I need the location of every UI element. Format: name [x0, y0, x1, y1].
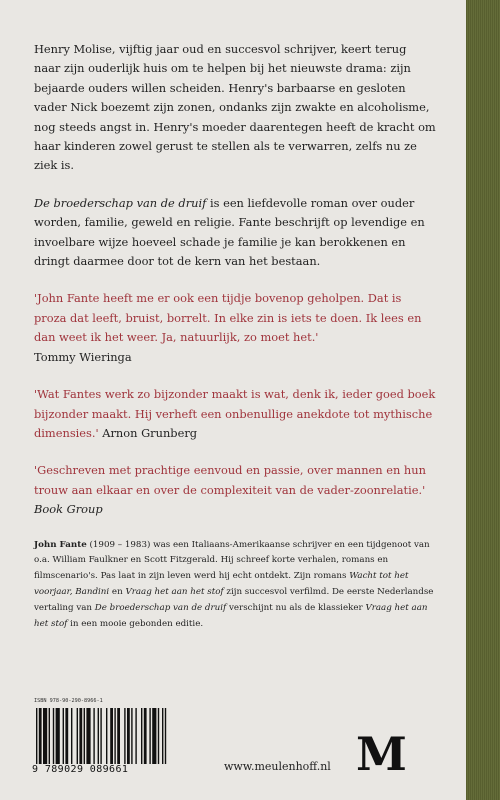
barcode-bar: [39, 708, 42, 764]
barcode-bar: [53, 708, 54, 764]
synopsis-paragraph: Henry Molise, vijftig jaar oud en succesvol schrijver, keert terug naar zijn ouderlijk huis om te helpen bij het nieuwste drama: zijn bejaarde ouders willen scheiden. Henry's barbaarse en gesloten vader Nick boezemt zijn zonen, ondanks zijn zwakte en alcoholisme, nog steeds angst in. Henry's moeder daarentegen heeft de kracht om haar kinderen zowel gerust te stellen als te verwarren, zelfs nu ze ziek is.: [34, 42, 436, 173]
barcode-bar: [158, 708, 159, 764]
barcode-bar: [144, 708, 147, 764]
barcode-bar: [152, 708, 156, 764]
barcode-bar: [71, 708, 72, 764]
review-quote-wieringa: 'John Fante heeft me er ook een tijdje bovenop geholpen. Dat is proza dat leeft, bruist, borrelt. In elke zin is iets te doen. Ik lees en dan weet ik het weer. Ja, natuurlijk, zo moet het.' Tommy Wieringa: [34, 291, 422, 364]
barcode-bar: [124, 708, 125, 764]
barcode-bar: [36, 708, 37, 764]
review-quote-grunberg: 'Wat Fantes werk zo bijzonder maakt is wat, denk ik, ieder goed boek bijzonder maakt. Hij verheft een onbenullige anekdote tot mythische dimensies.' Arnon Grunberg: [34, 387, 436, 440]
barcode-bar: [79, 708, 82, 764]
barcode-bar: [86, 708, 90, 764]
quote-source: Tommy Wieringa: [34, 349, 132, 364]
barcode-bar: [93, 708, 94, 764]
barcode-bar: [131, 708, 132, 764]
publisher-logo: M: [356, 727, 407, 781]
barcode-bar: [165, 708, 166, 764]
summary-paragraph: De broederschap van de druif is een liefdevolle roman over ouder worden, familie, geweld en religie. Fante beschrijft op levendige en invoelbare wijze hoeveel schade je familie je kan berokkenen en dringt daarmee door tot de kern van het bestaan.: [34, 195, 425, 269]
barcode-bar: [141, 708, 142, 764]
barcode: [34, 708, 218, 764]
barcode-digits: 9 789029 089661: [32, 764, 129, 775]
book-title-italic: De broederschap van de druif: [34, 195, 207, 210]
quote-source: Book Group: [34, 502, 103, 517]
barcode-bar: [114, 708, 115, 764]
barcode-bar: [149, 708, 150, 764]
publisher-url: www.meulenhoff.nl: [224, 760, 331, 773]
isbn-label: ISBN 978-90-290-8966-1: [34, 698, 103, 704]
barcode-bar: [110, 708, 113, 764]
barcode-bar: [84, 708, 85, 764]
barcode-bar: [106, 708, 107, 764]
barcode-bar: [65, 708, 68, 764]
cover-spine-strip: [466, 0, 500, 800]
barcode-bar: [63, 708, 64, 764]
barcode-bar: [135, 708, 136, 764]
barcode-bar: [56, 708, 60, 764]
barcode-bar: [162, 708, 163, 764]
barcode-bar: [49, 708, 50, 764]
barcode-bar: [100, 708, 101, 764]
review-quote-bookgroup: 'Geschreven met prachtige eenvoud en passie, over mannen en hun trouw aan elkaar en over de complexiteit van de vader-zoonrelatie.' Book Group: [34, 463, 426, 517]
cover-text: [34, 40, 436, 632]
barcode-bar: [98, 708, 99, 764]
barcode-bar: [127, 708, 130, 764]
barcode-bar: [43, 708, 47, 764]
quote-source: Arnon Grunberg: [102, 425, 198, 440]
author-name: John Fante: [34, 539, 87, 550]
barcode-bar: [117, 708, 120, 764]
author-bio: John Fante (1909 – 1983) was een Italiaans-Amerikaanse schrijver en een tijdgenoot van o.a. William Faulkner en Scott Fitzgerald. Hij schreef korte verhalen, romans en filmscenario's. Pas laat in zijn leven werd hij echt ontdekt. Zijn romans Wacht tot het voorjaar, Bandini en Vraag het aan het stof zijn succesvol verfilmd. De eerste Nederlandse vertaling van De broederschap van de druif verschijnt nu als de klassieker Vraag het aan het stof in een mooie gebonden editie.: [34, 539, 434, 629]
barcode-bar: [77, 708, 78, 764]
